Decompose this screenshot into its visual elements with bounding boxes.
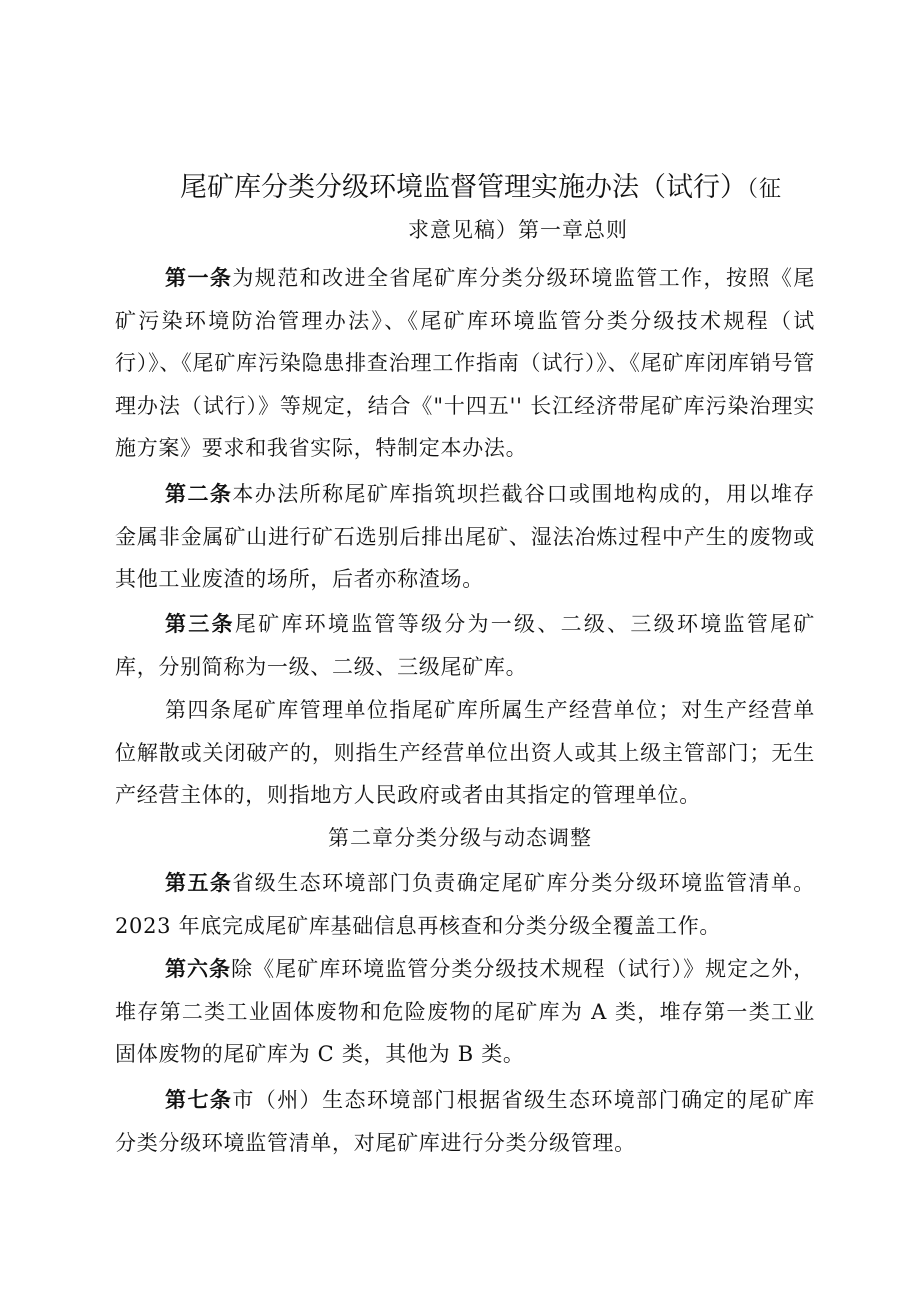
chapter-heading: 第二章分类分级与动态调整 <box>328 826 592 850</box>
article-label: 第二条 <box>165 482 233 506</box>
article-label: 第七条 <box>165 1088 233 1112</box>
article-text: 市（州）生态环境部门根据省级生态环境部门确定的尾矿库分类分级环境监管清单，对尾矿库进行分类分级管理。 <box>115 1088 815 1155</box>
article-label: 第一条 <box>165 266 233 290</box>
article-text: 为规范和改进全省尾矿库分类分级环境监管工作，按照《尾矿污染环境防治管理办法》、《尾矿库环境监管分类分级技术规程（试行）》、《尾矿库污染隐患排查治理工作指南（试行）》、《尾矿库闭库销号管理办法（试行）》等规定，结合《"十四五'' 长江经济带尾矿库污染治理实施方案》要求和我省实际，特制定本办法。 <box>115 266 815 460</box>
article-4 <box>115 689 815 817</box>
article-7 <box>115 1079 815 1164</box>
article-text: 尾矿库环境监管等级分为一级、二级、三级环境监管尾矿库，分别简称为一级、二级、三级尾矿库。 <box>115 612 815 679</box>
article-label: 第五条 <box>165 871 233 895</box>
title-main: 尾矿库分类分级环境监督管理实施办法（试行） <box>180 172 747 203</box>
article-label: 第六条 <box>165 957 232 981</box>
article-text: 本办法所称尾矿库指筑坝拦截谷口或围地构成的，用以堆存金属非金属矿山进行矿石选别后排出尾矿、湿法冶炼过程中产生的废物或其他工业废渣的场所，后者亦称渣场。 <box>115 482 815 591</box>
article-text: 除《尾矿库环境监管分类分级技术规程（试行）》规定之外，堆存第二类工业固体废物和危险废物的尾矿库为 A 类，堆存第一类工业固体废物的尾矿库为 C 类，其他为 B 类。 <box>115 957 815 1066</box>
document-title <box>180 171 820 207</box>
article-1 <box>115 257 815 470</box>
article-5 <box>115 862 815 947</box>
document-subtitle: 求意见稿）第一章总则 <box>408 218 628 242</box>
article-text: 第四条尾矿库管理单位指尾矿库所属生产经营单位；对生产经营单位解散或关闭破产的，则指生产经营单位出资人或其上级主管部门；无生产经营主体的，则指地方人民政府或者由其指定的管理单位。 <box>115 698 815 807</box>
article-label: 第三条 <box>165 612 235 636</box>
article-2 <box>115 473 815 601</box>
title-continuation: （征 <box>747 177 783 202</box>
article-3 <box>115 603 815 688</box>
article-text: 省级生态环境部门负责确定尾矿库分类分级环境监管清单。2023 年底完成尾矿库基础信息再核查和分类分级全覆盖工作。 <box>115 871 815 938</box>
article-6 <box>115 948 815 1076</box>
